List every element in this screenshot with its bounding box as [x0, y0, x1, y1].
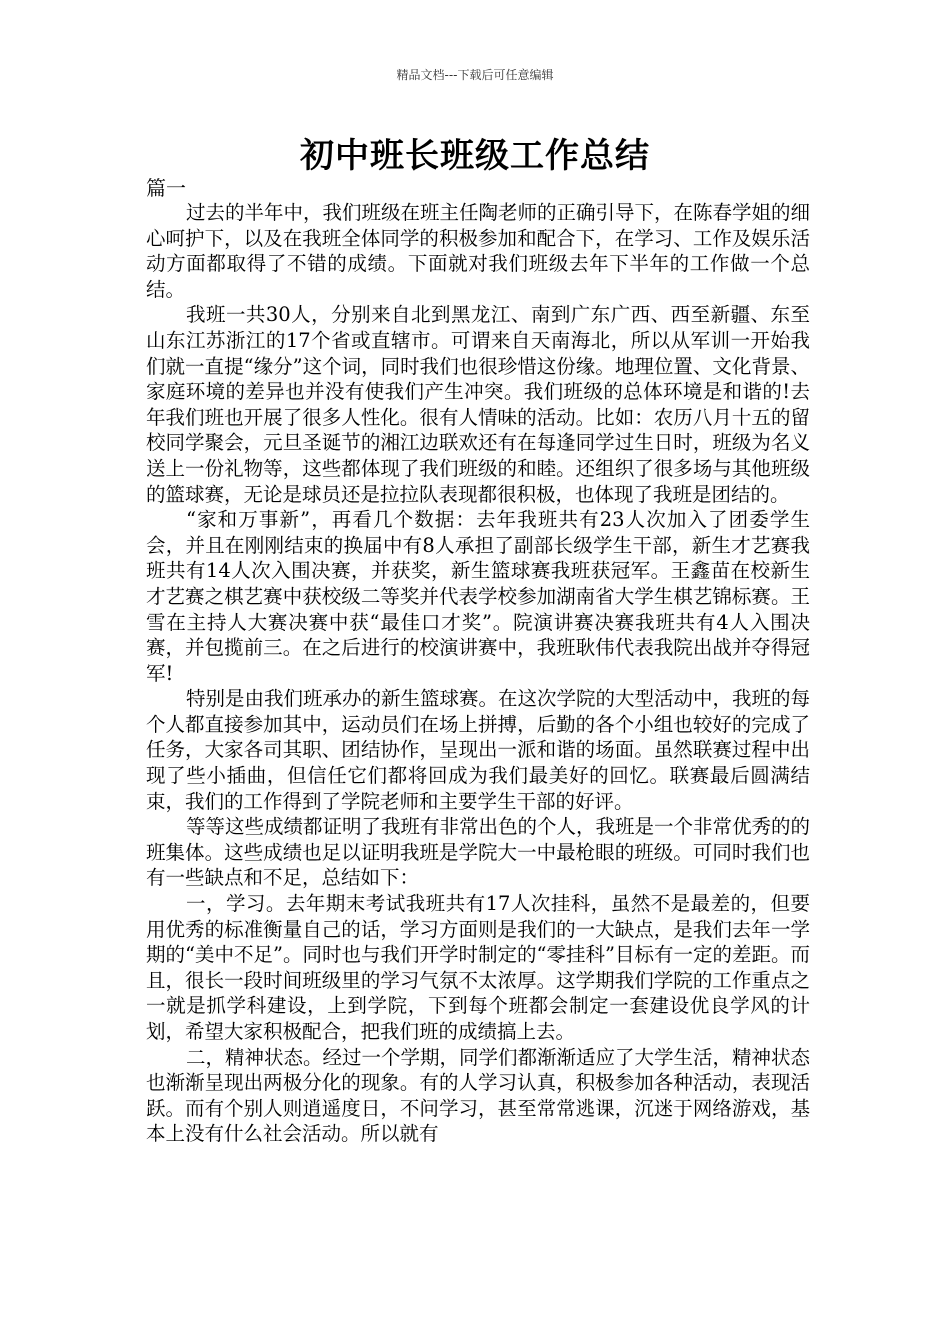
- paragraph: 我班一共30人，分别来自北到黑龙江、南到广东广西、西至新疆、东至山东江苏浙江的17个省或直辖市。可谓来自天南海北，所以从军训一开始我们就一直提“缘分”这个词，同时我们也很珍惜这份缘。地理位置、文化背景、家庭环境的差异也并没有使我们产生冲突。我们班级的总体环境是和谐的!去年我们班也开展了很多人性化。很有人情味的活动。比如：农历八月十五的留校同学聚会，元旦圣诞节的湘江边联欢还有在每逢同学过生日时，班级为名义送上一份礼物等，这些都体现了我们班级的和睦。还组织了很多场与其他班级的篮球赛，无论是球员还是拉拉队表现都很积极，也体现了我班是团结的。: [146, 303, 810, 506]
- document-title: 初中班长班级工作总结: [300, 136, 650, 176]
- paragraph: 二，精神状态。经过一个学期，同学们都渐渐适应了大学生活，精神状态也渐渐呈现出两极分化的现象。有的人学习认真，积极参加各种活动，表现活跃。而有个别人则逍遥度日，不问学习，甚至常常逃课，沉迷于网络游戏，基本上没有什么社会活动。所以就有: [146, 1045, 811, 1146]
- section-label: 篇一: [146, 176, 186, 200]
- paragraph: 一，学习。去年期末考试我班共有17人次挂科，虽然不是最差的，但要用优秀的标准衡量自己的话，学习方面则是我们的一大缺点，是我们去年一学期的“美中不足”。同时也与我们开学时制定的“零挂科”目标有一定的差距。而且，很长一段时间班级里的学习气氛不太浓厚。这学期我们学院的工作重点之一就是抓学科建设，上到学院，下到每个班都会制定一套建设优良学风的计划，希望大家积极配合，把我们班的成绩搞上去。: [146, 892, 810, 1043]
- document-body: [146, 200, 810, 1147]
- paragraph: “家和万事新”，再看几个数据：去年我班共有23人次加入了团委学生会，并且在刚刚结束的换届中有8人承担了副部长级学生干部，新生才艺赛我班共有14人次入围决赛，并获奖，新生篮球赛我班获冠军。王鑫苗在校新生才艺赛之棋艺赛中获校级二等奖并代表学校参加湖南省大学生棋艺锦标赛。王雪在主持人大赛决赛中获“最佳口才奖”。院演讲赛决赛我班共有4人入围决赛，并包揽前三。在之后进行的校演讲赛中，我班耿伟代表我院出战并夺得冠军!: [146, 508, 810, 685]
- paragraph: 过去的半年中，我们班级在班主任陶老师的正确引导下，在陈春学姐的细心呵护下，以及在我班全体同学的积极参加和配合下，在学习、工作及娱乐活动方面都取得了不错的成绩。下面就对我们班级去年下半年的工作做一个总结。: [146, 201, 811, 301]
- header-note: 精品文档---下载后可任意编辑: [396, 68, 554, 82]
- paragraph: 等等这些成绩都证明了我班有非常出色的个人，我班是一个非常优秀的的班集体。这些成绩也足以证明我班是学院大一中最枪眼的班级。可同时我们也有一些缺点和不足，总结如下：: [146, 815, 811, 890]
- paragraph: 特别是由我们班承办的新生篮球赛。在这次学院的大型活动中，我班的每个人都直接参加其中，运动员们在场上拼搏，后勤的各个小组也较好的完成了任务，大家各司其职、团结协作，呈现出一派和谐的场面。虽然联赛过程中出现了些小插曲，但信任它们都将回成为我们最美好的回忆。联赛最后圆满结束，我们的工作得到了学院老师和主要学生干部的好评。: [146, 687, 811, 813]
